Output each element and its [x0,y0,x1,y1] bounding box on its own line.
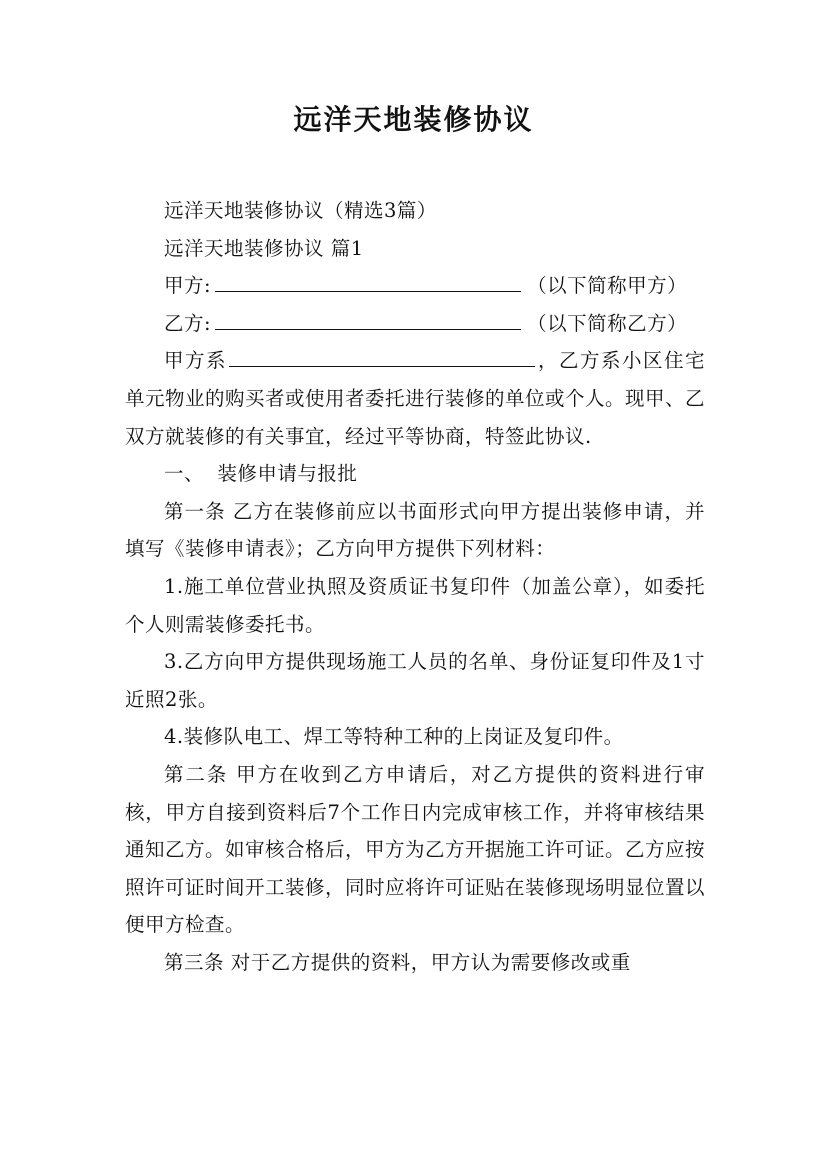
item-4: 4.装修队电工、焊工等特种工种的上岗证及复印件。 [164,725,624,749]
article-3: 第三条 对于乙方提供的资料，甲方认为需要修改或重 [164,950,631,974]
party-a-is-rest: ，乙方系小区住宅单元物业的购买者或使用者委托进行装修的单位或个人。现甲、乙双方就装修的有关事宜，经过平等协商，特签此协议. [125,349,706,448]
item-1: 1.施工单位营业执照及资质证书复印件（加盖公章），如委托个人则需装修委托书。 [125,574,705,636]
item-3: 3.乙方向甲方提供现场施工人员的名单、身份证复印件及1寸近照2张。 [125,650,705,711]
party-a-is-blank [229,344,535,367]
party-b-label: 乙方: [164,311,212,335]
chapter-heading-1: 一、 装修申请与报批 [164,462,358,486]
article-2: 第二条 甲方在收到乙方申请后，对乙方提供的资料进行审核，甲方自接到资料后7个工作日内完成审核工作，并将审核结果通知乙方。如审核合格后，甲方为乙方开据施工许可证。乙方应按照许可证时间开工装修，同时应将许可证贴在装修现场明显位置以便甲方检查。 [125,762,706,937]
party-a-line [125,267,705,305]
party-a-suffix: （以下简称甲方） [527,274,688,298]
document-title: 远洋天地装修协议 [293,103,534,136]
party-b-line [125,305,705,343]
parties-paragraph [125,342,705,455]
document-body [125,192,705,981]
party-b-blank [215,307,521,330]
subtitle: 远洋天地装修协议（精选3篇） [164,199,437,222]
party-a-blank [215,269,521,292]
party-b-suffix: （以下简称乙方） [527,311,688,335]
party-a-is-prefix: 甲方系 [164,349,227,373]
party-a-label: 甲方: [164,274,212,298]
section-heading: 远洋天地装修协议 篇1 [164,236,364,260]
article-1: 第一条 乙方在装修前应以书面形式向甲方提出装修申请，并填写《装修申请表》；乙方向甲方提供下列材料： [125,499,705,561]
